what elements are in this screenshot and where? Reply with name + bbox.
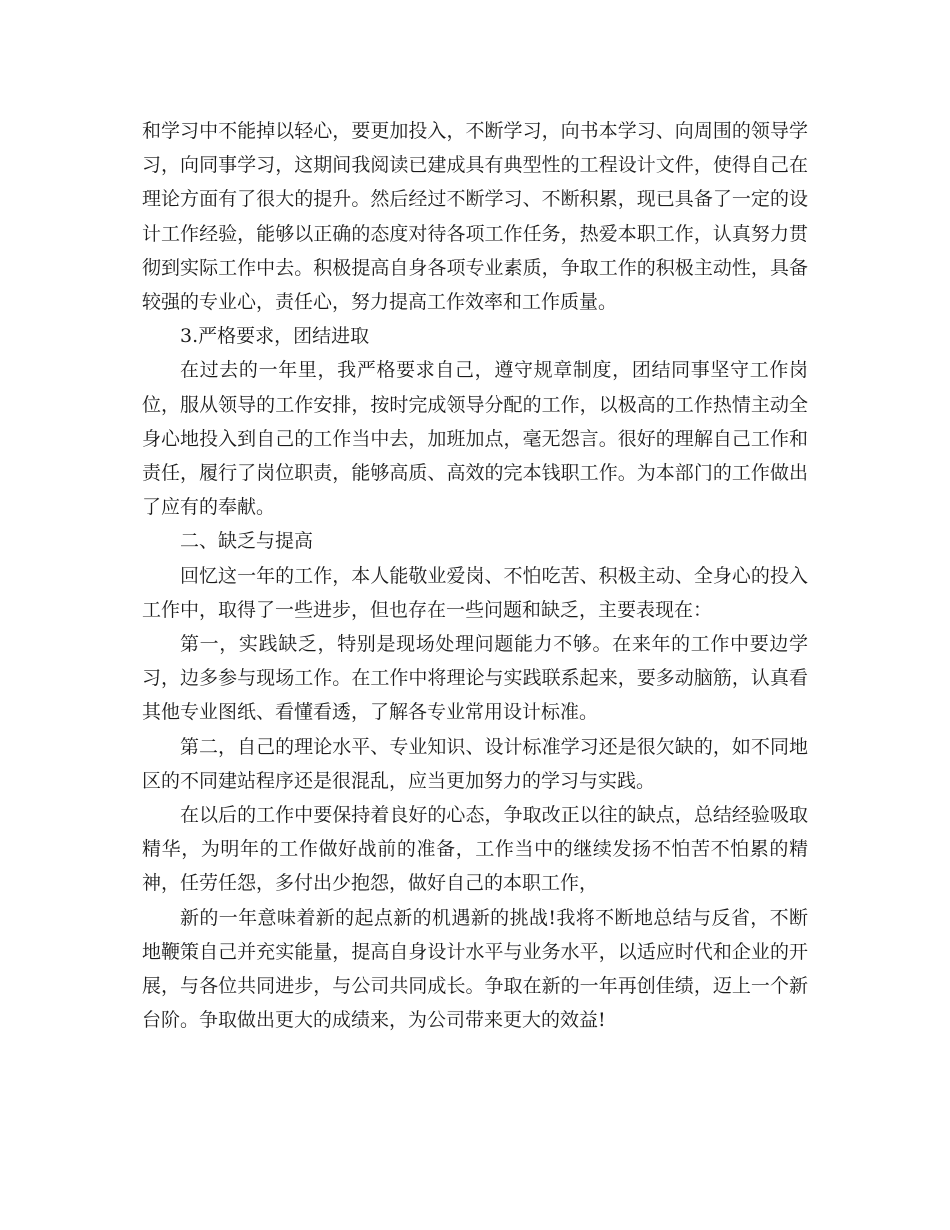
paragraph-first-point: 第一，实践缺乏，特别是现场处理问题能力不够。在来年的工作中要边学习，边多参与现场工作。在工作中将理论与实践联系起来，要多动脑筋，认真看其他专业图纸、看懂看透，了解各专业常用设计标准。 — [142, 633, 808, 724]
section-heading-shortcomings: 二、缺乏与提高 — [180, 530, 314, 553]
paragraph-new-year: 新的一年意味着新的起点新的机遇新的挑战!我将不断地总结与反省，不断地鞭策自己并充实能量，提高自身设计水平与业务水平，以适应时代和企业的开展，与各位共同进步，与公司共同成长。争取在新的一年再创佳绩，迈上一个新台阶。争取做出更大的成绩来，为公司带来更大的效益! — [142, 906, 808, 1032]
paragraph-future-work: 在以后的工作中要保持着良好的心态，争取改正以往的缺点，总结经验吸取精华，为明年的工作做好战前的准备，工作当中的继续发扬不怕苦不怕累的精神，任劳任怨，多付出少抱怨，做好自己的本职工作， — [142, 804, 808, 895]
paragraph-second-point: 第二，自己的理论水平、专业知识、设计标准学习还是很欠缺的，如不同地区的不同建站程序还是很混乱，应当更加努力的学习与实践。 — [142, 735, 808, 792]
paragraph-past-year: 在过去的一年里，我严格要求自己，遵守规章制度，团结同事坚守工作岗位，服从领导的工作安排，按时完成领导分配的工作，以极高的工作热情主动全身心地投入到自己的工作当中去，加班加点，毫无怨言。很好的理解自己工作和责任，履行了岗位职责，能够高质、高效的完本钱职工作。为本部门的工作做出了应有的奉献。 — [142, 359, 808, 519]
paragraph-review: 回忆这一年的工作，本人能敬业爱岗、不怕吃苦、积极主动、全身心的投入工作中，取得了一些进步，但也存在一些问题和缺乏，主要表现在： — [142, 564, 808, 621]
section-heading-strict-requirements: 3.严格要求，团结进取 — [180, 325, 370, 348]
document-body — [142, 114, 808, 1037]
paragraph-continuation: 和学习中不能掉以轻心，要更加投入，不断学习，向书本学习、向周围的领导学习，向同事学习，这期间我阅读已建成具有典型性的工程设计文件，使得自己在理论方面有了很大的提升。然后经过不断学习、不断积累，现已具备了一定的设计工作经验，能够以正确的态度对待各项工作任务，热爱本职工作，认真努力贯彻到实际工作中去。积极提高自身各项专业素质，争取工作的积极主动性，具备较强的专业心，责任心，努力提高工作效率和工作质量。 — [142, 120, 808, 314]
